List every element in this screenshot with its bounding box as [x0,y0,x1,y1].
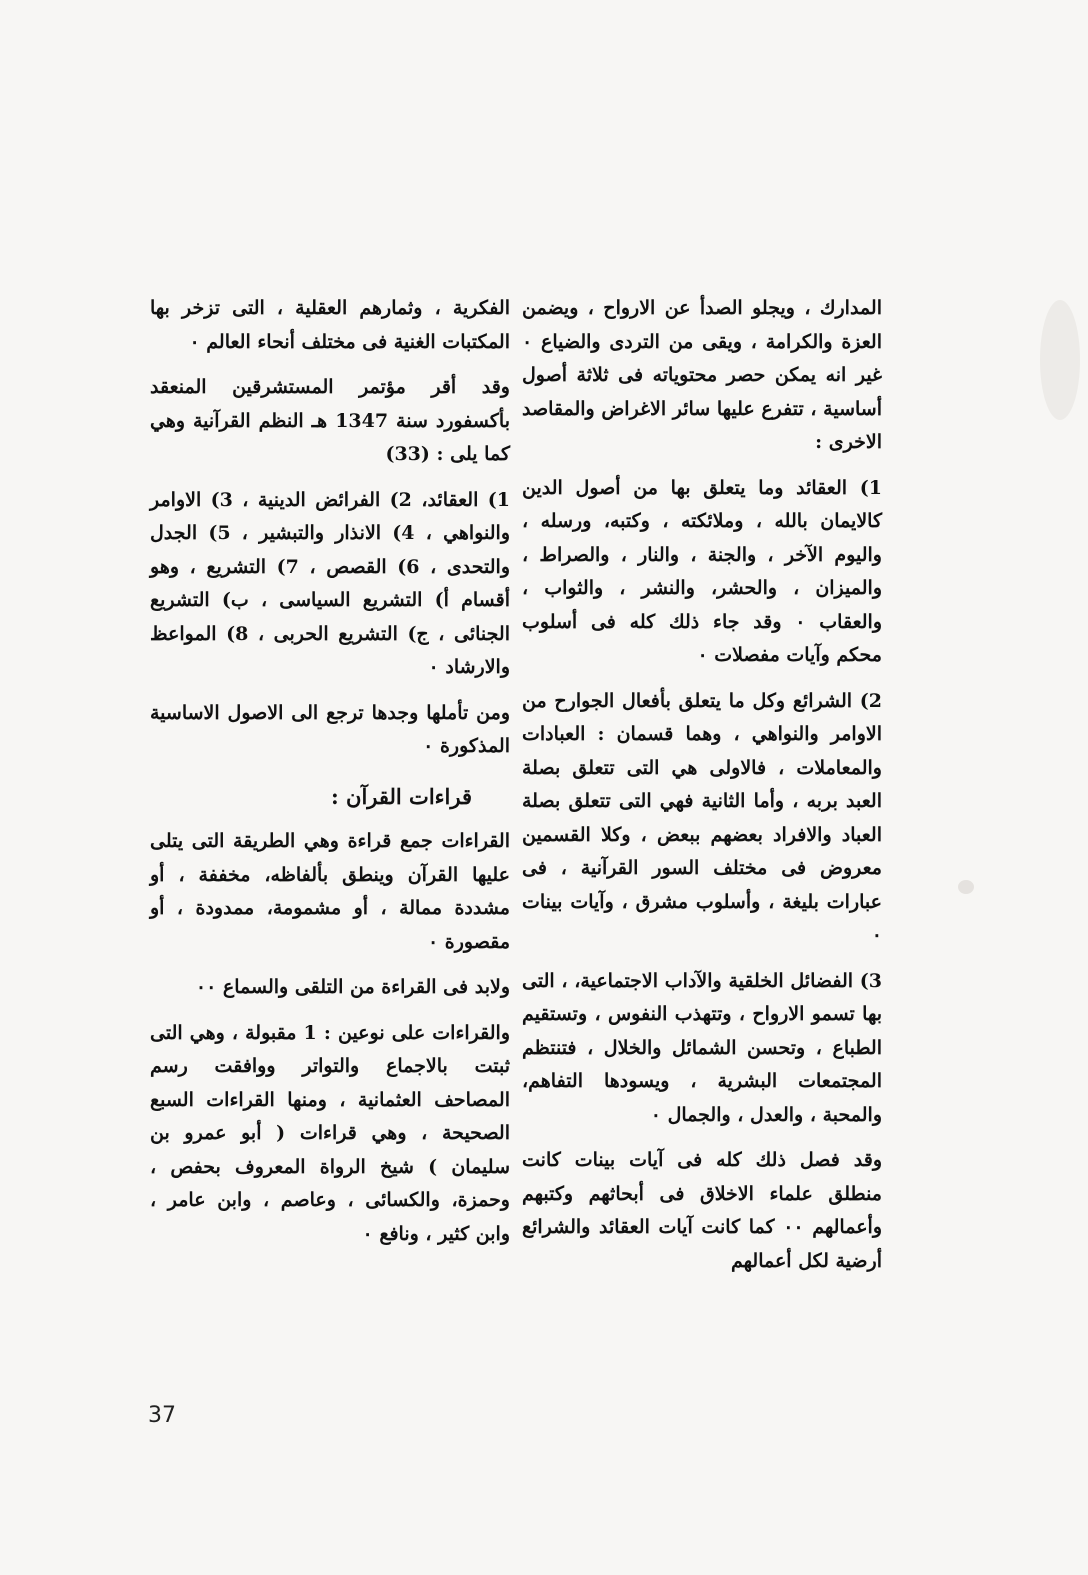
paragraph: ولابد فى القراءة من التلقى والسماع ٠٠ [195,976,510,998]
paragraph: والقراءات على نوعين : 1 مقبولة ، وهي التى ثبتت بالاجماع والتواتر ووافقت رسم المصاحف العثمانية ، ومنها القراءات السبع الصحيحة ، وهي قراءات ( أبو عمرو بن سليمان ) شيخ الرواة المعروف بحفص ، وحمزة، والكسائى ، وعاصم ، وابن عامر ، وابن كثير ، ونافع ٠ [150,1021,511,1245]
scan-smudge [1040,300,1080,420]
paragraph: الفكرية ، وثمارهم العقلية ، التى تزخر بها المكتبات الغنية فى مختلف أنحاء العالم ٠ [150,297,510,353]
paragraph: 1) العقائد، 2) الفرائض الدينية ، 3) الاوامر والنواهي ، 4) الانذار والتبشير ، 5) الجدل والتحدى ، 6) القصص ، 7) التشريع ، وهو أقسام أ) التشريع السياسى ، ب) التشريع الجنائى ، ج) التشريع الحربى ، 8) المواعظ والارشاد ٠ [150,488,510,678]
paragraph: وقد فصل ذلك كله فى آيات بينات كانت منطلق علماء الاخلاق فى أبحاثهم وكتبهم وأعمالهم ٠٠ كما كانت آيات العقائد والشرائع أرضية لكل أعمالهم [522,1149,883,1272]
paragraph: 3) الفضائل الخلقية والآداب الاجتماعية، ، التى بها تسمو الارواح ، وتتهذب النفوس ، وتستقيم الطباع ، وتحسن الشمائل والخلال ، فتنتظم المجتمعات البشرية ، ويسودها التفاهم، والمحبة ، والعدل ، والجمال ٠ [522,969,882,1126]
left-column [150,292,510,1263]
paragraph: وقد أقر مؤتمر المستشرقين المنعقد بأكسفورد سنة 1347 هـ النظم القرآنية وهي كما يلى : (33) [150,376,510,465]
paragraph: المدارك ، ويجلو الصدأ عن الارواح ، ويضمن العزة والكرامة ، ويقى من التردى والضياع ٠ غير انه يمكن حصر محتوياته فى ثلاثة أصول أساسية ، تتفرع عليها سائر الاغراض والمقاصد الاخرى : [521,297,882,453]
scan-smudge [958,880,974,894]
paragraph: ومن تأملها وجدها ترجع الى الاصول الاساسية المذكورة ٠ [150,701,510,757]
paragraph: 1) العقائد وما يتعلق بها من أصول الدين كالايمان بالله ، وملائكته ، وكتبه، ورسله ، واليوم الآخر ، والجنة ، والنار ، والصراط ، والميزان ، والحشر، والنشر ، والثواب ، والعقاب ٠ وقد جاء ذلك كله فى أسلوب محكم وآيات مفصلات ٠ [522,476,882,666]
page-number: 37 [148,1403,176,1428]
section-heading: قراءات القرآن : [330,783,472,809]
right-column [522,292,882,1290]
paragraph: القراءات جمع قراءة وهي الطريقة التى يتلى عليها القرآن وينطق بألفاظه، مخففة ، أو مشددة ممالة ، أو مشمومة، ممدودة ، أو مقصورة ٠ [150,830,510,953]
paragraph: 2) الشرائع وكل ما يتعلق بأفعال الجوارح من الاوامر والنواهي ، وهما قسمان : العبادات والمعاملات ، فالاولى هي التى تتعلق بصلة العبد بربه ، وأما الثانية فهي التى تتعلق بصلة العباد والافراد بعضهم ببعض ، وكلا القسمين معروض فى مختلف السور القرآنية ، فى عبارات بليغة ، وأسلوب مشرق ، وآيات بينات ٠ [522,689,882,946]
